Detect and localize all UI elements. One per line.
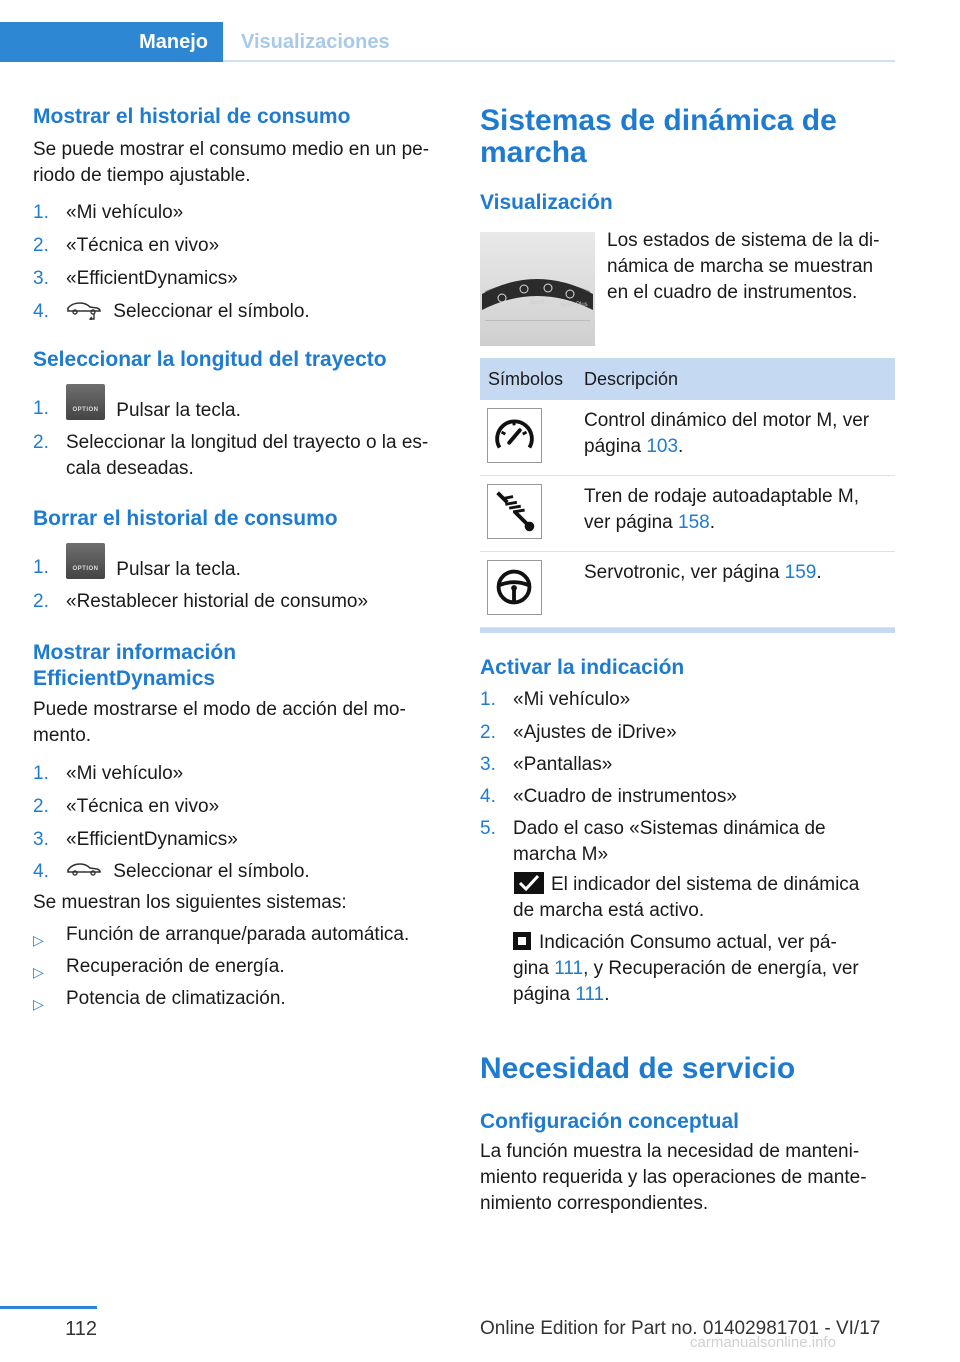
list-item: 5. Dado el caso «Sistemas dinámica de marcha M» bbox=[480, 818, 826, 865]
list-item bbox=[33, 200, 448, 226]
list-number: 2. bbox=[33, 432, 49, 453]
table-header bbox=[480, 358, 895, 400]
list-label: «Ajustes de iDrive» bbox=[513, 722, 677, 743]
list-number: 2. bbox=[33, 796, 49, 817]
paragraph-line: Se muestran los siguientes sistemas: bbox=[33, 892, 347, 913]
list-number: 2. bbox=[480, 722, 496, 743]
tab-underline bbox=[223, 60, 895, 62]
efficient-dynamics-icon bbox=[66, 860, 102, 880]
column-header: Símbolos bbox=[488, 369, 564, 389]
paragraph-line: riodo de tiempo ajustable. bbox=[33, 165, 251, 186]
paragraph-line: miento requerida y las operaciones de mante- bbox=[480, 1167, 867, 1188]
list-label: «Restablecer historial de consumo» bbox=[66, 591, 369, 612]
page-link[interactable]: 159 bbox=[784, 562, 817, 583]
list-label: «EfficientDynamics» bbox=[66, 268, 238, 289]
consumption-history-icon bbox=[66, 300, 102, 320]
page-number-rule bbox=[0, 1306, 97, 1309]
chapter-title: Sistemas de dinámica de bbox=[480, 104, 837, 137]
page-link[interactable]: 111 bbox=[554, 958, 584, 979]
tab-visualizaciones[interactable]: Visualizaciones bbox=[241, 31, 390, 53]
list-label: Seleccionar el símbolo. bbox=[113, 861, 310, 882]
list-label: «Mi vehículo» bbox=[66, 763, 184, 784]
section-title: Seleccionar la longitud del trayecto bbox=[33, 348, 387, 371]
page-link[interactable]: 103 bbox=[646, 436, 679, 457]
section-title: Activar la indicación bbox=[480, 656, 685, 679]
list-number: 1. bbox=[33, 763, 49, 784]
list-number: 3. bbox=[33, 829, 49, 850]
tab-manejo[interactable]: Manejo bbox=[0, 22, 223, 62]
bullet-item bbox=[33, 954, 448, 980]
triangle-bullet-icon: ▷ bbox=[33, 996, 44, 1012]
bullet-label: Potencia de climatización. bbox=[66, 988, 286, 1009]
list-label: «EfficientDynamics» bbox=[66, 829, 238, 850]
list-label: cala deseadas. bbox=[66, 458, 194, 479]
row-description: Tren de rodaje autoadaptable M, ver página 158. bbox=[584, 486, 859, 533]
list-item bbox=[33, 827, 448, 853]
list-item bbox=[33, 266, 448, 292]
list-item bbox=[480, 720, 895, 746]
list-number: 1. bbox=[33, 398, 49, 419]
bullet-label: Recuperación de energía. bbox=[66, 956, 285, 977]
list-number: 5. bbox=[480, 818, 496, 839]
list-item bbox=[33, 589, 448, 615]
list-number: 2. bbox=[33, 591, 49, 612]
symbols-table bbox=[480, 358, 895, 628]
watermark: carmanualsonline.info bbox=[690, 1334, 836, 1351]
box-note: Indicación Consumo actual, ver pá- gina 111, y Recuperación de energía, ver página 111. bbox=[513, 932, 859, 1005]
list-item bbox=[480, 687, 895, 713]
paragraph-line: Los estados de sistema de la di- bbox=[607, 230, 880, 251]
list-number: 4. bbox=[33, 301, 49, 322]
list-label: «Técnica en vivo» bbox=[66, 796, 220, 817]
triangle-bullet-icon: ▷ bbox=[33, 964, 44, 980]
section-title: Borrar el historial de consumo bbox=[33, 507, 338, 530]
section-title: EfficientDynamics bbox=[33, 667, 216, 690]
list-label: «Técnica en vivo» bbox=[66, 235, 220, 256]
paragraph-line: nimiento correspondientes. bbox=[480, 1193, 709, 1214]
svg-text:Sport: Sport bbox=[530, 300, 545, 306]
list-label: Seleccionar el símbolo. bbox=[113, 301, 310, 322]
option-key-icon: OPTION bbox=[66, 543, 105, 579]
list-number: 1. bbox=[480, 689, 496, 710]
list-label: Pulsar la tecla. bbox=[116, 559, 241, 580]
steering-wheel-icon bbox=[487, 560, 542, 615]
instrument-cluster-image bbox=[480, 232, 595, 346]
square-indicator-icon bbox=[513, 932, 531, 950]
list-label: Seleccionar la longitud del trayecto o la es- bbox=[66, 432, 429, 453]
list-number: 2. bbox=[33, 235, 49, 256]
section-title: Mostrar información bbox=[33, 641, 237, 664]
list-number: 1. bbox=[33, 557, 49, 578]
m-dynamic-mode-icon bbox=[487, 408, 542, 463]
list-number: 1. bbox=[33, 202, 49, 223]
table-row bbox=[480, 476, 895, 552]
section-title: Visualización bbox=[480, 191, 613, 214]
list-item bbox=[33, 543, 448, 583]
list-number: 3. bbox=[480, 754, 496, 775]
list-item bbox=[33, 430, 448, 482]
section-title: Configuración conceptual bbox=[480, 1110, 740, 1133]
bullet-item bbox=[33, 986, 448, 1012]
list-label: «Pantallas» bbox=[513, 754, 613, 775]
table-row bbox=[480, 400, 895, 476]
list-item bbox=[480, 752, 895, 778]
paragraph-line: mento. bbox=[33, 725, 92, 746]
paragraph-line: en el cuadro de instrumentos. bbox=[607, 282, 858, 303]
list-number: 3. bbox=[33, 268, 49, 289]
option-key-icon: OPTION bbox=[66, 384, 105, 420]
page-link[interactable]: 158 bbox=[678, 512, 710, 533]
paragraph-line: Puede mostrarse el modo de acción del mo- bbox=[33, 699, 406, 720]
list-item bbox=[33, 299, 448, 325]
list-number: 4. bbox=[33, 861, 49, 882]
table-row bbox=[480, 552, 895, 628]
checkmark-note: El indicador del sistema de dinámica de marcha está activo. bbox=[513, 874, 860, 921]
page-number: 112 bbox=[65, 1318, 97, 1340]
paragraph-line: Se puede mostrar el consumo medio en un pe- bbox=[33, 139, 430, 160]
table-bottom-rule bbox=[480, 628, 895, 633]
page-link[interactable]: 111 bbox=[575, 984, 605, 1005]
list-label: «Cuadro de instrumentos» bbox=[513, 786, 737, 807]
adaptive-suspension-icon bbox=[487, 484, 542, 539]
svg-text:Sport Plus: Sport Plus bbox=[560, 302, 588, 308]
bullet-label: Función de arranque/parada automática. bbox=[66, 924, 410, 945]
row-description: Control dinámico del motor M, ver página 103. bbox=[584, 410, 870, 457]
list-label: «Mi vehículo» bbox=[66, 202, 184, 223]
list-item bbox=[480, 784, 895, 810]
bullet-item bbox=[33, 922, 448, 948]
list-item bbox=[33, 794, 448, 820]
paragraph-line: La función muestra la necesidad de manteni- bbox=[480, 1141, 860, 1162]
list-number: 4. bbox=[480, 786, 496, 807]
checkmark-icon bbox=[513, 872, 545, 894]
list-item bbox=[33, 859, 448, 885]
row-description: Servotronic, ver página 159. bbox=[584, 562, 822, 583]
chapter-title: marcha bbox=[480, 136, 587, 169]
header-tabs bbox=[0, 22, 895, 62]
edition-note: Online Edition for Part no. 01402981701 - VI/17 bbox=[480, 1318, 881, 1339]
list-item bbox=[33, 761, 448, 787]
paragraph-line: námica de marcha se muestran bbox=[607, 256, 874, 277]
list-label: Pulsar la tecla. bbox=[116, 400, 241, 421]
column-header: Descripción bbox=[584, 369, 679, 389]
list-item bbox=[33, 384, 448, 424]
section-title: Mostrar el historial de consumo bbox=[33, 105, 351, 128]
chapter-title: Necesidad de servicio bbox=[480, 1052, 796, 1085]
list-label: «Mi vehículo» bbox=[513, 689, 631, 710]
list-item bbox=[33, 233, 448, 259]
triangle-bullet-icon: ▷ bbox=[33, 932, 44, 948]
